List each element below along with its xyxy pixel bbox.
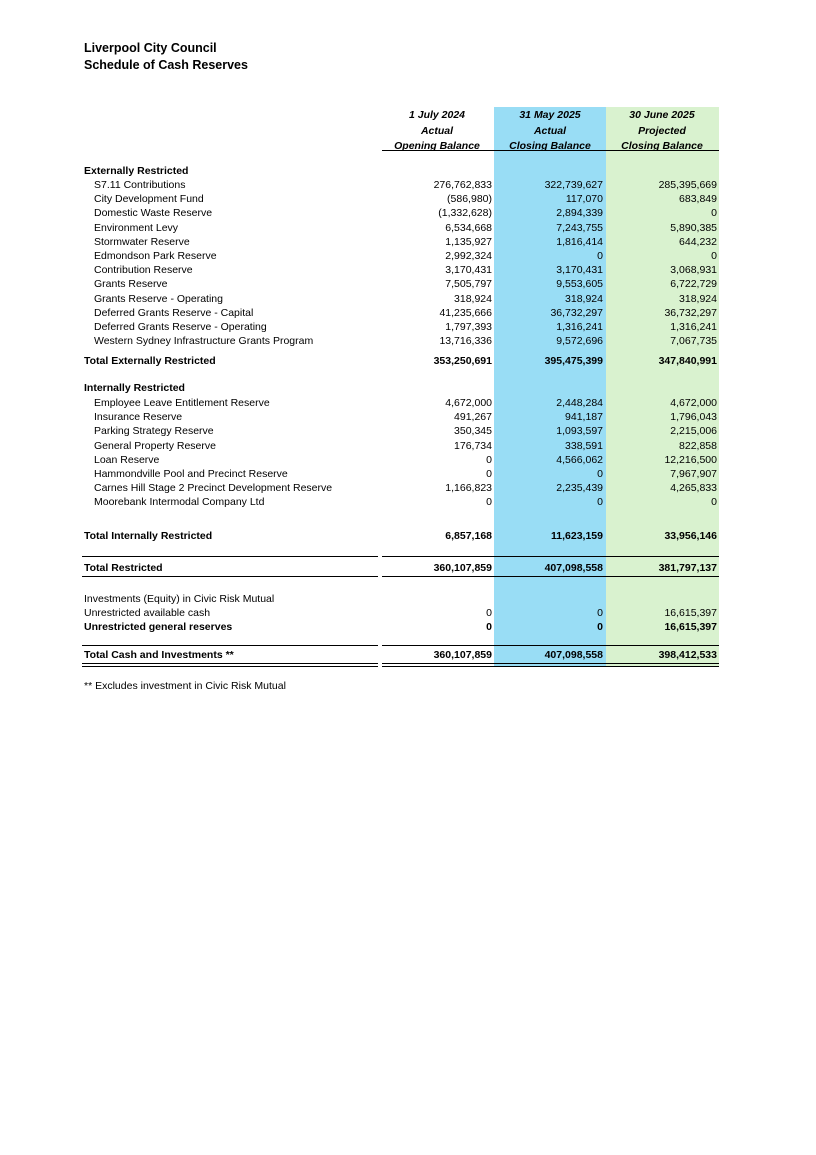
value-actual: 0	[597, 496, 603, 509]
value-opening: 1,166,823	[445, 482, 492, 495]
grand-total-double-line-2	[82, 666, 378, 667]
value-opening: (1,332,628)	[438, 207, 492, 220]
section-heading-label: Internally Restricted	[84, 382, 185, 394]
value-actual: 1,093,597	[556, 425, 603, 438]
total-restricted-top-line-values	[382, 556, 719, 557]
value-actual: 338,591	[565, 439, 603, 452]
value-opening: 350,345	[454, 425, 492, 438]
section-heading-internal	[0, 381, 816, 395]
row-label: Insurance Reserve	[94, 411, 183, 424]
table-row	[0, 178, 816, 192]
value-actual: 322,739,627	[544, 179, 603, 191]
value-actual: 11,623,159	[551, 530, 603, 542]
header-underline	[382, 150, 719, 151]
table-row	[0, 481, 816, 495]
table-row	[0, 206, 816, 220]
row-label: Western Sydney Infrastructure Grants Program	[94, 335, 314, 348]
table-row	[0, 306, 816, 320]
column-header-actual	[495, 108, 605, 155]
grand-total-double-line-1	[82, 663, 378, 664]
column-balance: Closing Balance	[621, 140, 703, 152]
value-opening: (586,980)	[447, 193, 492, 206]
value-opening: 4,672,000	[445, 397, 492, 409]
table-row	[0, 439, 816, 453]
value-opening: 0	[486, 453, 492, 466]
row-label: Employee Leave Entitlement Reserve	[94, 397, 270, 409]
value-projected: 381,797,137	[658, 562, 717, 574]
row-label: Investments (Equity) in Civic Risk Mutual	[84, 593, 275, 605]
table-row	[0, 396, 816, 410]
unrestricted-reserves-row	[0, 620, 816, 634]
row-label: Environment Levy	[94, 221, 179, 234]
value-actual: 2,448,284	[556, 397, 603, 409]
section-heading-external	[0, 164, 816, 178]
table-row	[0, 424, 816, 438]
value-projected: 2,215,006	[670, 425, 717, 438]
value-projected: 1,796,043	[670, 411, 717, 424]
value-actual: 318,924	[565, 292, 603, 305]
value-projected: 0	[711, 250, 717, 262]
value-projected: 1,316,241	[670, 321, 717, 333]
value-actual: 9,553,605	[556, 278, 603, 291]
total-internal-row	[0, 529, 816, 543]
value-opening: 3,170,431	[445, 264, 492, 277]
value-actual: 1,316,241	[556, 321, 603, 333]
value-opening: 13,716,336	[439, 335, 492, 348]
value-projected: 285,395,669	[658, 179, 717, 191]
value-projected: 36,732,297	[664, 306, 717, 319]
row-label: Moorebank Intermodal Company Ltd	[94, 496, 265, 509]
value-opening: 6,857,168	[445, 530, 492, 542]
row-label: Hammondville Pool and Precinct Reserve	[94, 468, 288, 480]
grand-total-row	[0, 648, 816, 662]
section-heading-label: Externally Restricted	[84, 165, 189, 177]
table-row	[0, 235, 816, 249]
column-date: 31 May 2025	[519, 109, 581, 121]
value-projected: 822,858	[679, 439, 717, 452]
value-opening: 0	[486, 607, 492, 619]
row-label: Stormwater Reserve	[94, 235, 190, 248]
row-label: Deferred Grants Reserve - Operating	[94, 321, 267, 333]
column-type: Actual	[420, 124, 454, 137]
value-projected: 3,068,931	[670, 264, 717, 277]
row-label: S7.11 Contributions	[94, 179, 186, 191]
row-label: Unrestricted general reserves	[84, 621, 233, 633]
value-projected: 0	[711, 496, 717, 509]
value-opening: 1,797,393	[445, 321, 492, 333]
value-actual: 395,475,399	[544, 355, 603, 367]
table-row	[0, 192, 816, 206]
value-actual: 941,187	[565, 411, 603, 424]
value-actual: 0	[597, 607, 603, 619]
column-header-opening	[382, 108, 492, 155]
total-restricted-top-line	[82, 556, 378, 557]
value-opening: 0	[486, 468, 492, 480]
table-row	[0, 277, 816, 291]
value-projected: 16,615,397	[664, 621, 717, 633]
value-projected: 7,967,907	[670, 468, 717, 480]
unrestricted-cash-row	[0, 606, 816, 620]
table-row	[0, 495, 816, 509]
row-label: City Development Fund	[94, 193, 204, 206]
total-restricted-bottom-line	[82, 576, 378, 577]
value-projected: 347,840,991	[658, 355, 717, 367]
footnote: ** Excludes investment in Civic Risk Mutual	[84, 680, 286, 692]
value-projected: 7,067,735	[670, 335, 717, 348]
value-projected: 5,890,385	[670, 221, 717, 234]
value-actual: 7,243,755	[556, 221, 603, 234]
row-label: Deferred Grants Reserve - Capital	[94, 306, 254, 319]
value-opening: 7,505,797	[445, 278, 492, 291]
value-actual: 0	[597, 621, 603, 633]
row-label: General Property Reserve	[94, 439, 216, 452]
table-row	[0, 320, 816, 334]
grand-total-double-line-1-values	[382, 663, 719, 664]
row-label: Grants Reserve	[94, 278, 168, 291]
value-projected: 0	[711, 207, 717, 220]
column-type: Actual	[533, 124, 567, 137]
row-label: Unrestricted available cash	[84, 607, 211, 619]
total-restricted-row	[0, 561, 816, 575]
row-label: Carnes Hill Stage 2 Precinct Development Reserve	[94, 482, 333, 495]
value-actual: 117,070	[565, 193, 603, 206]
row-label: Grants Reserve - Operating	[94, 292, 223, 305]
value-opening: 360,107,859	[433, 562, 492, 574]
value-opening: 2,992,324	[445, 250, 492, 262]
value-projected: 6,722,729	[670, 278, 717, 291]
table-row	[0, 221, 816, 235]
value-opening: 0	[486, 496, 492, 509]
document-title: Liverpool City Council	[84, 41, 217, 55]
table-row	[0, 292, 816, 306]
value-actual: 0	[597, 250, 603, 262]
table-row	[0, 263, 816, 277]
value-projected: 33,956,146	[664, 530, 717, 542]
value-opening: 1,135,927	[445, 235, 492, 248]
table-row	[0, 410, 816, 424]
value-opening: 41,235,666	[439, 306, 492, 319]
value-opening: 6,534,668	[445, 221, 492, 234]
grand-total-double-line-2-values	[382, 666, 719, 667]
value-actual: 3,170,431	[556, 264, 603, 277]
value-actual: 36,732,297	[550, 306, 603, 319]
value-projected: 318,924	[679, 292, 717, 305]
row-label: Total Externally Restricted	[84, 355, 216, 367]
column-date: 1 July 2024	[408, 109, 466, 121]
row-label: Parking Strategy Reserve	[94, 425, 214, 438]
document-subtitle: Schedule of Cash Reserves	[84, 58, 248, 72]
value-projected: 12,216,500	[664, 453, 717, 466]
value-projected: 398,412,533	[658, 649, 717, 661]
grand-total-top-line-values	[382, 645, 719, 646]
value-projected: 644,232	[679, 235, 717, 248]
row-label: Edmondson Park Reserve	[94, 250, 217, 262]
value-actual: 9,572,696	[556, 335, 603, 348]
value-projected: 683,849	[679, 193, 717, 206]
row-label: Loan Reserve	[94, 453, 160, 466]
value-actual: 1,816,414	[556, 235, 603, 248]
value-actual: 407,098,558	[544, 562, 603, 574]
total-restricted-bottom-line-values	[382, 576, 719, 577]
table-row	[0, 334, 816, 348]
total-external-row	[0, 354, 816, 368]
value-projected: 16,615,397	[664, 607, 717, 619]
column-balance: Opening Balance	[394, 140, 480, 152]
value-actual: 0	[597, 468, 603, 480]
value-opening: 318,924	[454, 292, 492, 305]
value-actual: 2,235,439	[556, 482, 603, 495]
value-opening: 353,250,691	[433, 355, 492, 367]
column-balance: Closing Balance	[509, 140, 591, 152]
value-opening: 276,762,833	[433, 179, 492, 191]
value-opening: 491,267	[454, 411, 492, 424]
value-projected: 4,265,833	[670, 482, 717, 495]
column-header-projected	[607, 108, 717, 155]
column-date: 30 June 2025	[629, 109, 695, 121]
row-label: Total Internally Restricted	[84, 530, 213, 542]
table-row	[0, 467, 816, 481]
grand-total-top-line	[82, 645, 378, 646]
value-projected: 4,672,000	[670, 397, 717, 409]
value-opening: 176,734	[454, 439, 492, 452]
value-actual: 4,566,062	[556, 453, 603, 466]
row-label: Contribution Reserve	[94, 264, 193, 277]
table-row	[0, 453, 816, 467]
value-actual: 2,894,339	[556, 207, 603, 220]
value-actual: 407,098,558	[544, 649, 603, 661]
row-label: Total Cash and Investments **	[84, 649, 234, 661]
column-type: Projected	[638, 124, 686, 137]
row-label: Domestic Waste Reserve	[94, 207, 213, 220]
value-opening: 360,107,859	[433, 649, 492, 661]
investments-row	[0, 592, 816, 606]
value-opening: 0	[486, 621, 492, 633]
table-row	[0, 249, 816, 263]
row-label: Total Restricted	[84, 562, 163, 574]
